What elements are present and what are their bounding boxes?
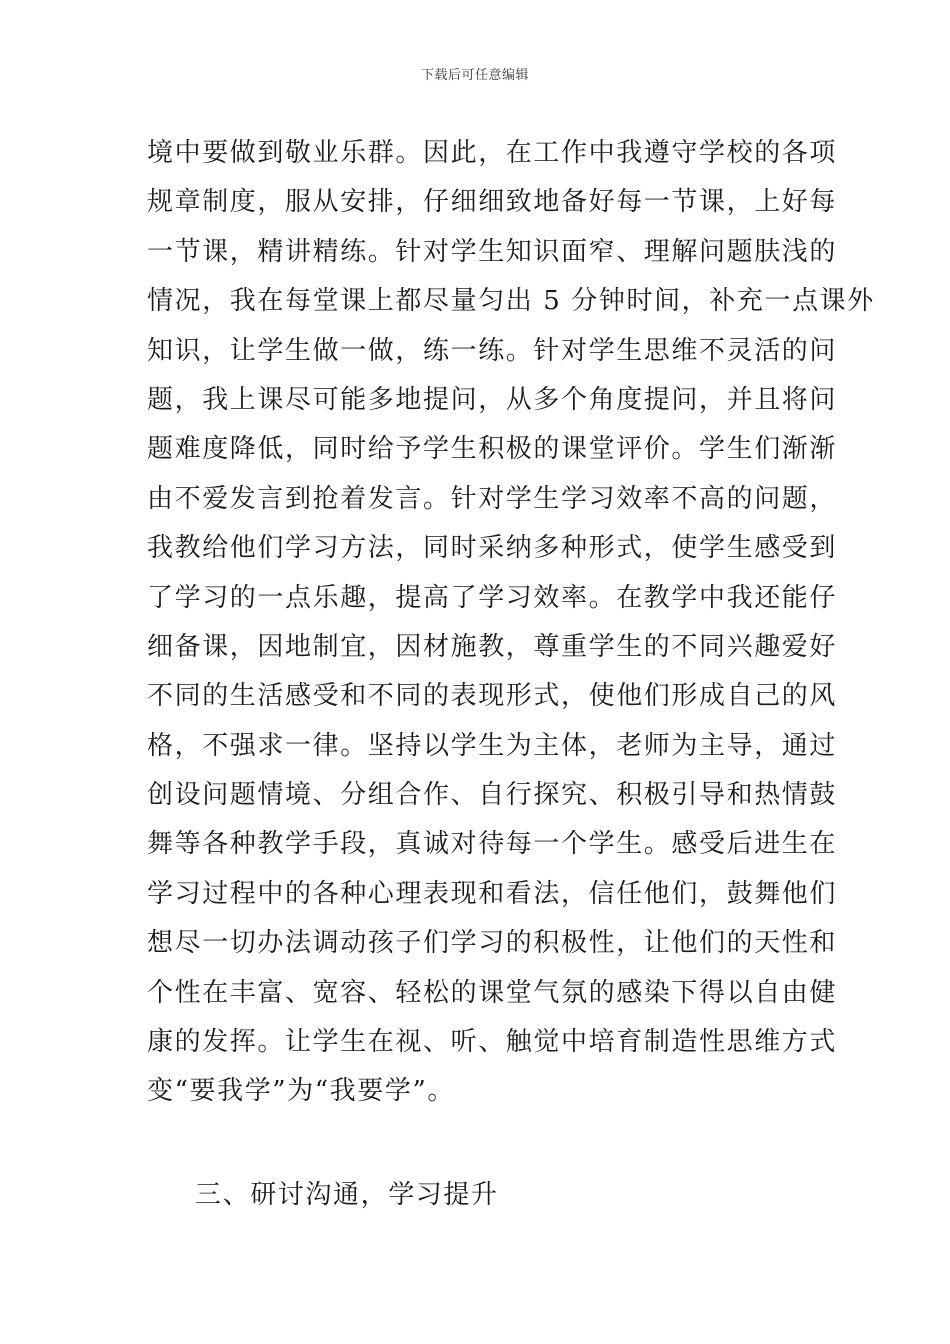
- paragraph-line: 想尽一切办法调动孩子们学习的积极性，让他们的天性和: [147, 928, 838, 959]
- paragraph-line: 境中要做到敬业乐群。因此，在工作中我遵守学校的各项: [147, 138, 838, 168]
- paragraph-line: 创设问题情境、分组合作、自行探究、积极引导和热情鼓: [147, 780, 838, 811]
- paragraph-line: 题难度降低，同时给予学生积极的课堂评价。学生们渐渐: [147, 434, 838, 465]
- page-header: 下载后可任意编辑: [420, 68, 529, 83]
- paragraph-line: 个性在丰富、宽容、轻松的课堂气氛的感染下得以自由健: [147, 977, 838, 1008]
- paragraph-line: 变“要我学”为“我要学”。: [147, 1076, 455, 1107]
- section-heading: 三、研讨沟通，学习提升: [195, 1180, 499, 1210]
- paragraph-line: 康的发挥。让学生在视、听、触觉中培育制造性思维方式: [147, 1027, 838, 1058]
- paragraph-line: 学习过程中的各种心理表现和看法，信任他们，鼓舞他们: [147, 878, 838, 909]
- paragraph-line: 规章制度，服从安排，仔细细致地备好每一节课，上好每: [147, 187, 838, 218]
- paragraph-line: 舞等各种教学手段，真诚对待每一个学生。感受后进生在: [147, 829, 838, 860]
- paragraph-line: 格，不强求一律。坚持以学生为主体，老师为主导，通过: [147, 730, 838, 761]
- paragraph-line: 我教给他们学习方法，同时采纳多种形式，使学生感受到: [147, 533, 838, 564]
- paragraph-line: 由不爱发言到抢着发言。针对学生学习效率不高的问题，: [147, 483, 838, 514]
- paragraph-line: 情况，我在每堂课上都尽量匀出 5 分钟时间，补充一点课外: [147, 286, 875, 317]
- paragraph-line: 细备课，因地制宜，因材施教，尊重学生的不同兴趣爱好: [147, 631, 838, 662]
- paragraph-line: 题，我上课尽可能多地提问，从多个角度提问，并且将问: [147, 384, 838, 415]
- body-paragraph: [147, 129, 875, 1117]
- paragraph-line: 了学习的一点乐趣，提高了学习效率。在教学中我还能仔: [147, 582, 838, 613]
- paragraph-line: 一节课，精讲精练。针对学生知识面窄、理解问题肤浅的: [147, 236, 838, 267]
- paragraph-line: 知识，让学生做一做，练一练。针对学生思维不灵活的问: [147, 335, 838, 366]
- paragraph-line: 不同的生活感受和不同的表现形式，使他们形成自己的风: [147, 681, 838, 712]
